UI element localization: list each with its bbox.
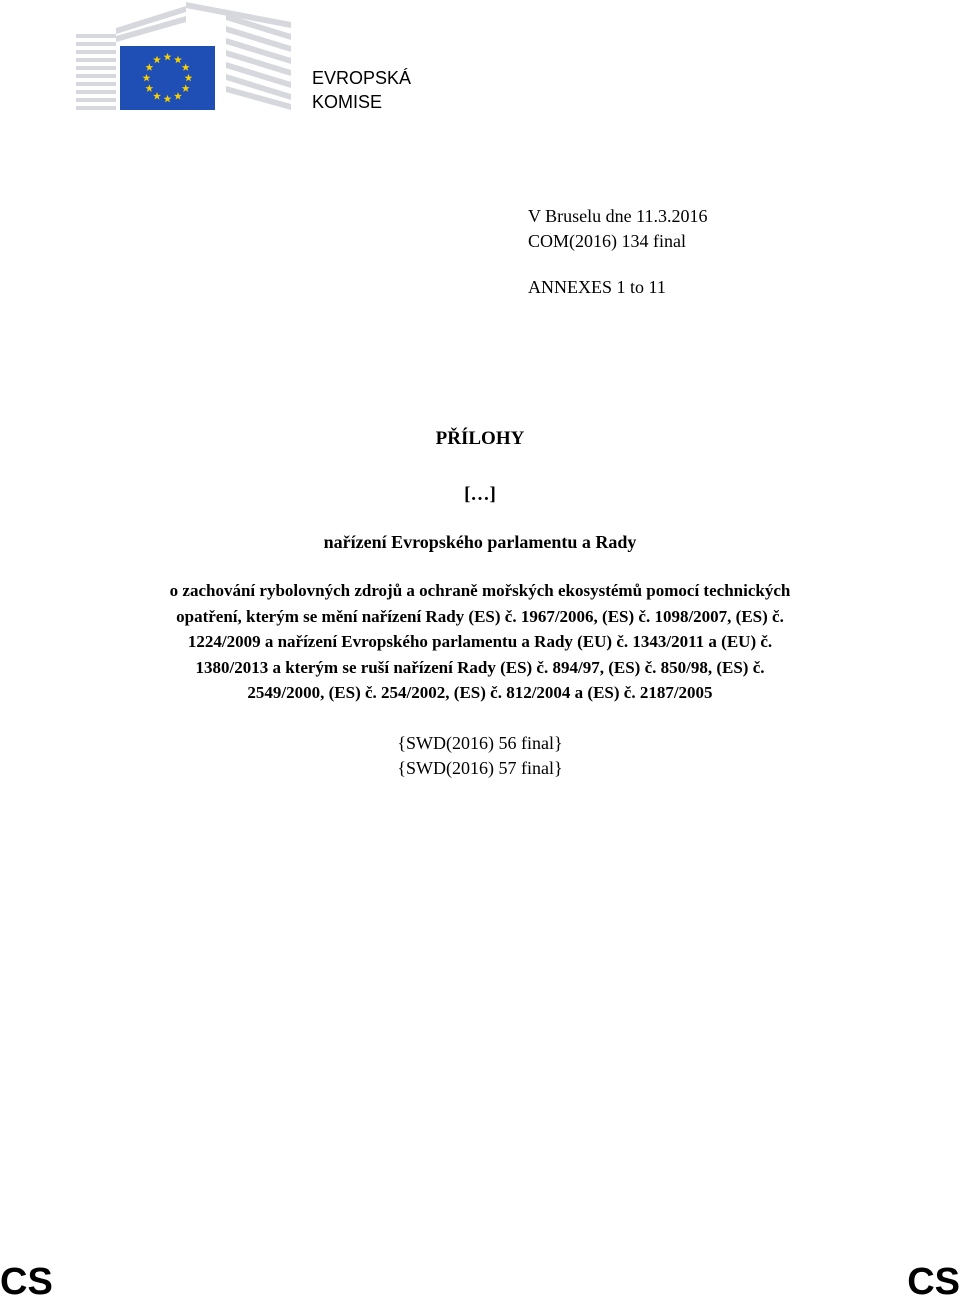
document-subtitle: nařízení Evropského parlamentu a Rady: [323, 532, 637, 552]
related-documents: [0, 731, 960, 781]
language-code-left: CS: [0, 1261, 53, 1303]
description-line: 1380/2013 a kterým se ruší nařízení Rady (ES) č. 894/97, (ES) č. 850/98, (ES) č.: [195, 657, 765, 677]
description-line: o zachování rybolovných zdrojů a ochraně mořských ekosystémů pomocí technických: [169, 581, 791, 600]
related-document-reference: {SWD(2016) 57 final}: [397, 758, 563, 778]
institution-line-2: KOMISE: [312, 92, 383, 112]
language-code-right: CS: [907, 1261, 960, 1303]
description-line: opatření, kterým se mění nařízení Rady (ES) č. 1967/2006, (ES) č. 1098/2007, (ES) č.: [176, 606, 784, 626]
document-reference: COM(2016) 134 final: [528, 231, 686, 251]
european-commission-logo-icon: [76, 0, 296, 112]
institution-name: [312, 66, 411, 114]
institution-line-1: EVROPSKÁ: [312, 68, 412, 88]
regulation-description: [0, 578, 960, 706]
related-document-reference: {SWD(2016) 56 final}: [397, 733, 563, 753]
omission-marker: […]: [464, 484, 496, 505]
place-date: V Bruselu dne 11.3.2016: [528, 206, 708, 226]
description-line: 1224/2009 a nařízení Evropského parlamentu a Rady (EU) č. 1343/2011 a (EU) č.: [187, 632, 773, 651]
annexes-label: ANNEXES 1 to 11: [528, 277, 666, 297]
description-line: 2549/2000, (ES) č. 254/2002, (ES) č. 812/2004 a (ES) č. 2187/2005: [247, 683, 713, 702]
document-title: PŘÍLOHY: [435, 428, 525, 449]
